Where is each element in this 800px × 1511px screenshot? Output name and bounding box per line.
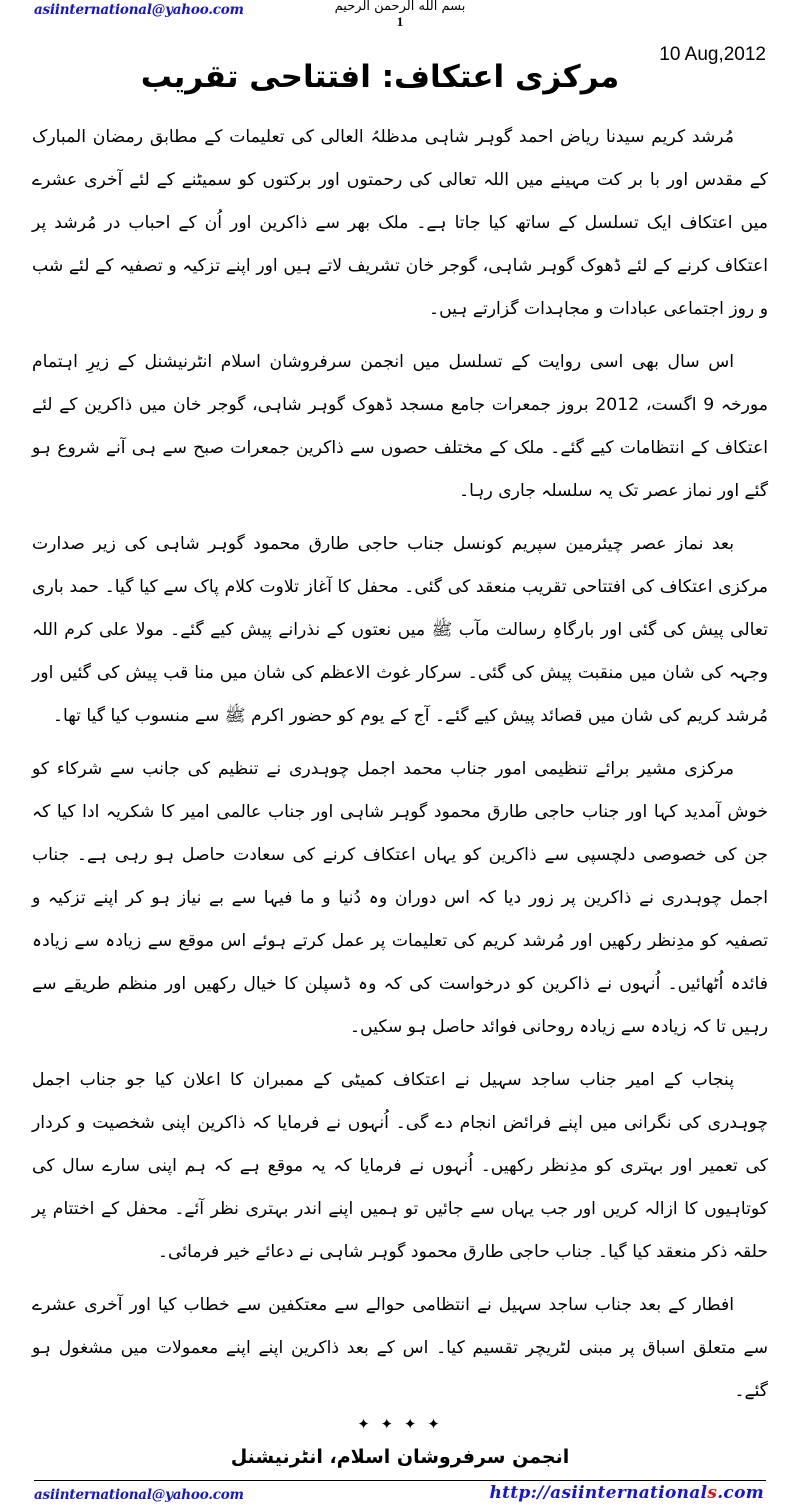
bismillah-text: بسم الله الرحمن الرحيم: [334, 0, 466, 14]
page-title: مرکزی اعتکاف: افتتاحی تقریب: [140, 58, 620, 95]
page-footer: [34, 1481, 766, 1511]
title-row: [18, 34, 782, 110]
ornament-divider-icon: ✦ ✦ ✦ ✦: [357, 1415, 443, 1433]
organization-name: انجمن سرفروشان اسلام، انٹرنیشنل: [230, 1446, 570, 1468]
document-date: 10 Aug,2012: [659, 44, 766, 65]
footer-website-link[interactable]: [489, 1483, 764, 1503]
footer-email-link[interactable]: asiinternational@yahoo.com: [34, 1487, 244, 1503]
footer-url-accent: s: [707, 1483, 718, 1503]
article-paragraph: مُرشد کریم سیدنا ریاض احمد گوہر شاہی مدظلہُ العالی کی تعلیمات کے مطابق رمضان المبارک کے مقدس اور با بر کت مہینے میں اللہ تعالی کی رحمتوں اور برکتوں کو سمیٹنے کے لئے آخری عشرے میں اعتکاف ایک تسلسل کے ساتھ کیا جاتا ہے۔ ملک بھر سے ذاکرین اور اُن کے احباب در مُرشد پر اعتکاف کرنے کے لئے ڈھوک گوہر شاہی، گوجر خان تشریف لاتے ہیں اور اپنے تزکیہ و تصفیہ کے لئے شب و روز اجتماعی عبادات و مجاہدات گزارتے ہیں۔: [32, 127, 768, 319]
article-body: [18, 116, 782, 1413]
article-paragraph: اس سال بھی اسی روایت کے تسلسل میں انجمن سرفروشان اسلام انٹرنیشنل کے زیرِ اہتمام مورخہ 9 اگست، 2012 بروز جمعرات جامع مسجد ڈھوک گوہر شاہی، گوجر خان میں ذاکرین کے لئے اعتکاف کے انتظامات کیے گئے۔ ملک کے مختلف حصوں سے ذاکرین جمعرات صبح سے ہی آنے شروع ہو گئے اور نماز عصر تک یہ سلسلہ جاری رہا۔: [32, 352, 768, 501]
page-header: [18, 0, 782, 34]
article-paragraph: مرکزی مشیر برائے تنظیمی امور جناب محمد اجمل چوہدری نے تنظیم کی جانب سے شرکاء کو خوش آمدید کہا اور جناب حاجی طارق محمود گوہر شاہی اور جناب عالمی امیر کا شکریہ ادا کیا کہ جن کی خصوصی دلچسپی سے ذاکرین کو یہاں اعتکاف کرنے کی سعادت حاصل ہو رہی ہے۔ جناب اجمل چوہدری نے ذاکرین پر زور دیا کہ اس دوران وہ دُنیا و ما فیہا سے بے نیاز ہو کر اپنے تزکیہ و تصفیہ کو مدِنظر رکھیں اور مُرشد کریم کی تعلیمات پر عمل کرتے ہوئے اس موقع سے زیادہ سے زیادہ فائدہ اُٹھائیں۔ اُنہوں نے ذاکرین کو درخواست کی کہ وہ ڈسپلن کا خیال رکھیں اور منظم طریقے سے رہیں تا کہ زیادہ سے زیادہ روحانی فوائد حاصل ہو سکیں۔: [32, 759, 768, 1037]
footer-url-prefix: http://asiinternational: [489, 1483, 708, 1503]
article-paragraph: افطار کے بعد جناب ساجد سہیل نے انتظامی حوالے سے معتکفین سے خطاب کیا اور آخری عشرے سے متعلق اسباق پر مبنی لٹریچر تقسیم کیا۔ اس کے بعد ذاکرین اپنے اپنے معمولات میں مشغول ہو گئے۔: [32, 1295, 768, 1401]
article-paragraph: پنجاب کے امیر جناب ساجد سہیل نے اعتکاف کمیٹی کے ممبران کا اعلان کیا جو جناب اجمل چوہدری کی نگرانی میں اپنے فرائض انجام دے گی۔ اُنہوں نے فرمایا کہ ذاکرین اپنی شخصیت و کردار کی تعمیر اور بہتری کو مدِنظر رکھیں۔ اُنہوں نے فرمایا کہ یہ موقع ہے کہ ہم اپنی سارے سال کی کوتاہیوں کا ازالہ کریں اور جب یہاں سے جائیں تو ہمیں اپنے اندر بہتری نظر آئے۔ محفل کے اختتام پر حلقہ ذکر منعقد کیا گیا۔ جناب حاجی طارق محمود گوہر شاہی نے دعائے خیر فرمائی۔: [32, 1070, 768, 1262]
header-email-link[interactable]: asiinternational@yahoo.com: [34, 2, 244, 18]
footer-url-suffix: .com: [717, 1483, 764, 1503]
page-number: 1: [396, 14, 404, 29]
article-paragraph: بعد نماز عصر چیئرمین سپریم کونسل جناب حاجی طارق محمود گوہر شاہی کی زیر صدارت مرکزی اعتکاف کی افتتاحی تقریب منعقد کی گئی۔ محفل کا آغاز تلاوت کلام پاک سے کیا گیا۔ حمد باری تعالی پیش کی گئی اور بارگاہِ رسالت مآب ﷺ میں نعتوں کے نذرانے پیش کیے گئے۔ مولا علی کرم اللہ وجہہ کی شان میں منقبت پیش کی گئی۔ سرکار غوث الاعظم کی شان میں منا قب پیش کی گئیں اور مُرشد کریم کی شان میں قصائد پیش کیے گئے۔ آج کے یوم کو حضور اکرم ﷺ سے منسوب کیا گیا تھا۔: [32, 534, 768, 726]
